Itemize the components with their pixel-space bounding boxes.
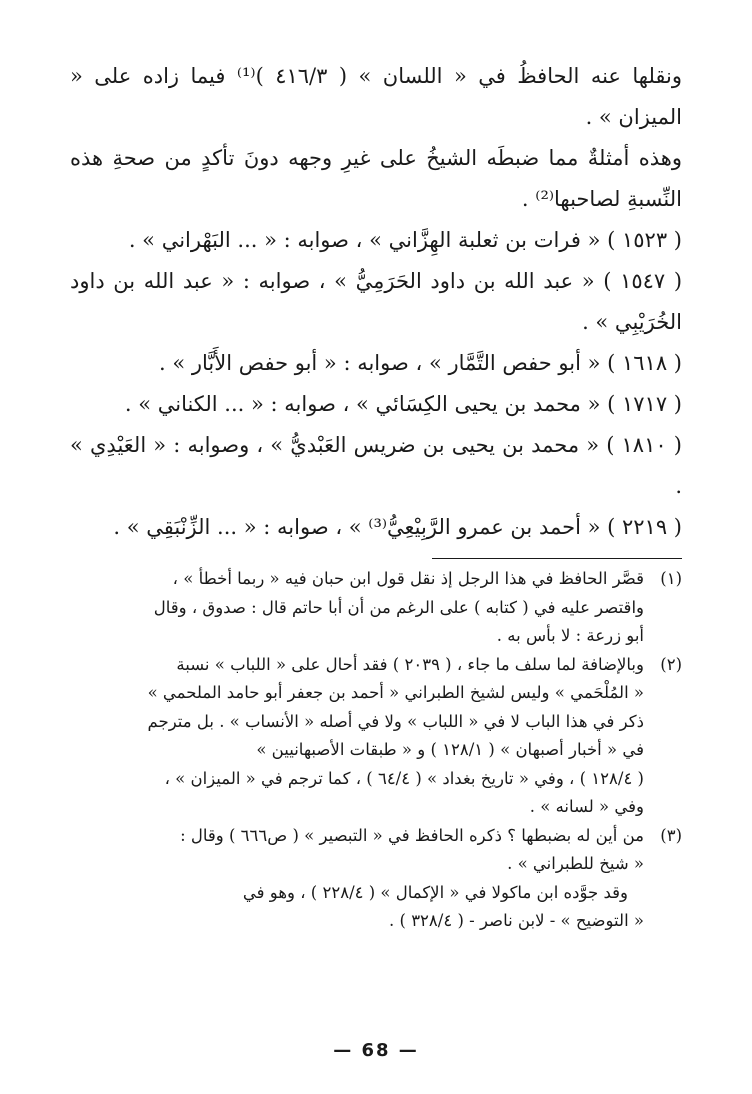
footnote-body <box>70 822 644 936</box>
footnote-line: ( ١٢٨/٤ ) ، وفي « تاريخ بغداد » ( ٦٤/٤ ) ، كما ترجم في « الميزان » ، <box>164 768 644 788</box>
footnote-line: واقتصر عليه في ( كتابه ) على الرغم من أن أبا حاتم قال : صدوق ، وقال <box>153 597 644 617</box>
footnote-line: وقد جوَّده ابن ماكولا في « الإكمال » ( ٢٢٨/٤ ) ، وهو في <box>242 882 628 902</box>
footnote-body <box>70 565 644 651</box>
footnote-line: « المُلْحَمي » وليس لشيخ الطبراني « أحمد بن جعفر أبو حامد الملحمي » <box>147 683 644 702</box>
footnote-line: وبالإضافة لما سلف ما جاء ، ( ٢٠٣٩ ) فقد أحال على « اللباب » نسبة <box>176 654 644 674</box>
example-entry-2219: ( ٢٢١٩ ) « أحمد بن عمرو الرَّبِيْعِيُّ⁽³⁾ » ، صوابه : « ... الزِّنْبَقِي » . <box>113 515 682 539</box>
footnote-line: ذكر في هذا الباب لا في « اللباب » ولا في أصله « الأنساب » . بل مترجم <box>147 711 644 731</box>
footnote-line: في « أخبار أصبهان » ( ١٢٨/١ ) و « طبقات الأصبهانيين » <box>256 740 644 759</box>
footnote-2 <box>70 651 682 822</box>
main-text <box>70 56 682 548</box>
page-number: — 68 — <box>333 1040 419 1061</box>
example-entry-1717: ( ١٧١٧ ) « محمد بن يحيى الكِسَائي » ، صوابه : « ... الكناني » . <box>124 392 682 416</box>
example-entry-1547: ( ١٥٤٧ ) « عبد الله بن داود الحَرَمِيُّ » ، صوابه : « عبد الله بن داود الخُرَيْبِي » . <box>70 269 683 334</box>
footnote-line: « التوضيح » - لابن ناصر - ( ٣٢٨/٤ ) . <box>389 911 644 930</box>
footnote-line: قصَّر الحافظ في هذا الرجل إذ نقل قول ابن حبان فيه « ربما أخطأ » ، <box>172 569 644 588</box>
footnote-number: (٣) <box>660 825 682 845</box>
footnotes <box>70 565 682 936</box>
example-entry-1618: ( ١٦١٨ ) « أبو حفص التَّمَّار » ، صوابه : « أبو حفص الأَبَّار » . <box>158 351 682 375</box>
footnote-1 <box>70 565 682 651</box>
footnote-line: « شيخ للطبراني » . <box>507 854 644 873</box>
example-entry-1523: ( ١٥٢٣ ) « فرات بن ثعلبة الهِزَّاني » ، صوابه : « ... البَهْراني » . <box>128 228 682 252</box>
footnote-body <box>70 651 644 822</box>
footnote-line: من أين له بضبطها ؟ ذكره الحافظ في « التبصير » ( ص٦٦٦ ) وقال : <box>180 825 644 845</box>
footnote-divider <box>432 558 682 559</box>
footnote-number: (١) <box>660 569 682 588</box>
footnote-3 <box>70 822 682 936</box>
footnote-number: (٢) <box>660 654 682 674</box>
footnote-line: أبو زرعة : لا بأس به . <box>496 626 644 645</box>
footnote-line: وفي « لسانه » . <box>529 797 644 816</box>
intro-paragraph: ونقلها عنه الحافظُ في « اللسان » ( ٤١٦/٣ )⁽¹⁾ فيما زاده على « الميزان » . <box>70 64 683 129</box>
example-entry-1810: ( ١٨١٠ ) « محمد بن يحيى بن ضريس العَبْديُّ » ، وصوابه : « العَيْدِي » . <box>70 433 682 498</box>
examples-intro-paragraph: وهذه أمثلةٌ مما ضبطَه الشيخُ على غيرِ وجهه دونَ تأكدٍ من صحةِ هذه النِّسبةِ لصاحبها⁽²⁾ . <box>70 146 682 211</box>
